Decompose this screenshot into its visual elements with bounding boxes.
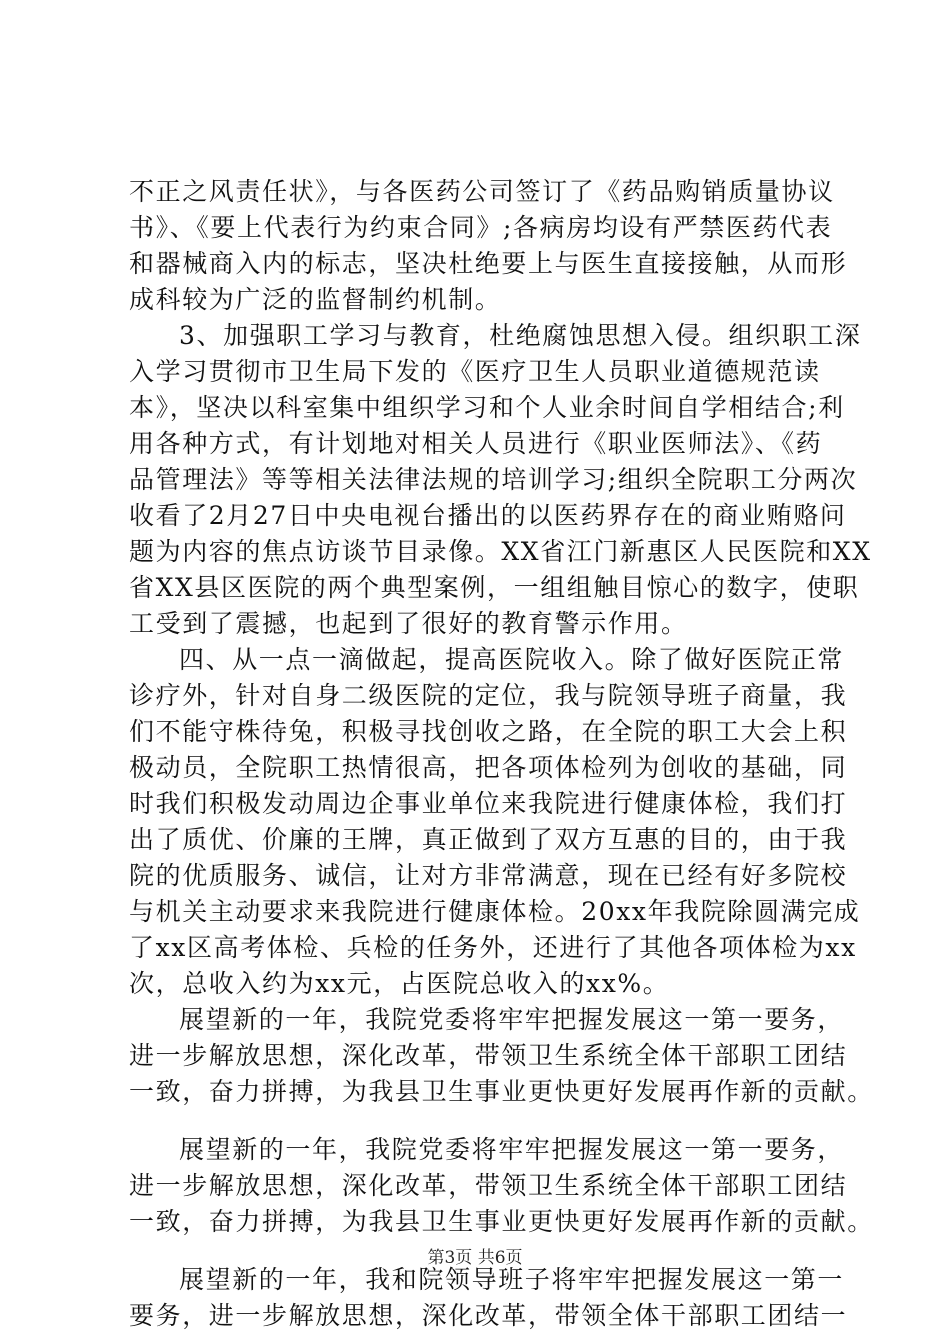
- text-line: 本》，坚决以科室集中组织学习和个人业余时间自学相结合;利: [129, 393, 845, 422]
- text-line: 省XX县区医院的两个典型案例，一组组触目惊心的数字，使职: [129, 573, 860, 602]
- text-line: 了xx区高考体检、兵检的任务外，还进行了其他各项体检为xx: [129, 933, 857, 962]
- page-number-footer: 第3页 共6页: [427, 1248, 523, 1268]
- text-line: 不正之风责任状》，与各医药公司签订了《药品购销质量协议: [129, 177, 835, 206]
- text-line: 极动员，全院职工热情很高，把各项体检列为创收的基础，同: [129, 753, 848, 782]
- text-line: 进一步解放思想，深化改革，带领卫生系统全体干部职工团结: [129, 1171, 848, 1200]
- text-line: 四、从一点一滴做起，提高医院收入。除了做好医院正常: [179, 645, 845, 674]
- text-line: 品管理法》等等相关法律法规的培训学习;组织全院职工分两次: [129, 465, 858, 494]
- text-line: 工受到了震撼，也起到了很好的教育警示作用。: [129, 609, 688, 638]
- text-line: 一致，奋力拼搏，为我县卫生事业更快更好发展再作新的贡献。: [129, 1207, 874, 1236]
- text-line: 入学习贯彻市卫生局下发的《医疗卫生人员职业道德规范读: [129, 357, 821, 386]
- text-line: 书》、《要上代表行为约束合同》;各病房均设有严禁医药代表: [129, 213, 833, 242]
- text-line: 成科较为广泛的监督制约机制。: [129, 285, 502, 314]
- text-line: 展望新的一年，我和院领导班子将牢牢把握发展这一第一: [179, 1265, 845, 1294]
- text-line: 进一步解放思想，深化改革，带领卫生系统全体干部职工团结: [129, 1041, 848, 1070]
- text-line: 时我们积极发动周边企事业单位来我院进行健康体检，我们打: [129, 789, 848, 818]
- text-line: 用各种方式，有计划地对相关人员进行《职业医师法》、《药: [129, 429, 823, 458]
- text-line: 院的优质服务、诚信，让对方非常满意，现在已经有好多院校: [129, 861, 848, 890]
- text-line: 3、加强职工学习与教育，杜绝腐蚀思想入侵。组织职工深: [179, 321, 862, 350]
- text-line: 和器械商入内的标志，坚决杜绝要上与医生直接接触，从而形: [129, 249, 848, 278]
- text-line: 题为内容的焦点访谈节目录像。XX省江门新惠区人民医院和XX: [129, 537, 872, 566]
- text-line: 们不能守株待兔，积极寻找创收之路，在全院的职工大会上积: [129, 717, 848, 746]
- text-line: 次，总收入约为xx元，占医院总收入的xx%。: [129, 969, 670, 998]
- text-line: 展望新的一年，我院党委将牢牢把握发展这一第一要务，: [179, 1005, 845, 1034]
- text-line: 展望新的一年，我院党委将牢牢把握发展这一第一要务，: [179, 1135, 845, 1164]
- text-line: 要务，进一步解放思想，深化改革，带领全体干部职工团结一: [129, 1301, 848, 1330]
- text-line: 收看了2月27日中央电视台播出的以医药界存在的商业贿赂问: [129, 501, 847, 530]
- text-line: 与机关主动要求来我院进行健康体检。20xx年我院除圆满完成: [129, 897, 861, 926]
- text-line: 诊疗外，针对自身二级医院的定位，我与院领导班子商量，我: [129, 681, 848, 710]
- text-line: 出了质优、价廉的王牌，真正做到了双方互惠的目的，由于我: [129, 825, 848, 854]
- text-line: 一致，奋力拼搏，为我县卫生事业更快更好发展再作新的贡献。: [129, 1077, 874, 1106]
